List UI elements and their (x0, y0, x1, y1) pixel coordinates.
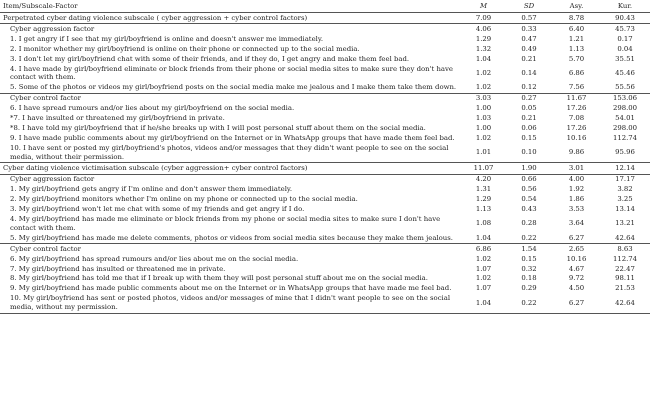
kurtosis-value: 55.56 (601, 83, 650, 93)
item-label: 3. I don't let my girl/boyfriend chat with some of their friends, and if they do, I get angry and make them feel bad. (10, 54, 410, 63)
item-label: 4. I have made by girl/boyfriend eliminate or block friends from their phone or social media sites to make sure they don't have contact with them. (10, 64, 453, 82)
sd-value: 0.33 (506, 24, 553, 35)
sd-value: 0.05 (521, 104, 537, 113)
asymmetry-value: 10.16 (566, 133, 587, 142)
kurtosis-value: 8.63 (601, 244, 650, 255)
table-row (0, 195, 650, 205)
table-row (0, 274, 650, 284)
mean-value: 1.13 (475, 204, 492, 213)
mean-value: 1.29 (475, 34, 492, 43)
item-label: 5. My girl/boyfriend has made me delete comments, photos or videos from social media sites because they make them jealous. (0, 233, 462, 243)
kurtosis-value: 21.53 (615, 284, 635, 293)
factor-row (0, 93, 650, 104)
kurtosis-value: 3.82 (617, 185, 633, 194)
column-header-asymmetry: Asy. (553, 0, 601, 13)
mean-value: 1.02 (475, 254, 492, 263)
sd-value: 0.43 (521, 204, 537, 213)
asymmetry-value: 10.16 (566, 254, 587, 263)
mean-value: 1.00 (475, 124, 492, 133)
mean-value: 1.32 (475, 44, 492, 53)
asymmetry-value: 4.50 (568, 284, 585, 293)
table-row (0, 185, 650, 195)
sd-value: 0.21 (521, 54, 537, 63)
kurtosis-value: 54.01 (615, 114, 635, 123)
mean-value: 1.01 (462, 143, 506, 163)
asymmetry-value: 1.86 (568, 195, 585, 204)
subscale-row (0, 163, 650, 174)
table-row (0, 124, 650, 134)
kurtosis-value: 98.11 (615, 274, 635, 283)
item-label: 9. I have made public comments about my girl/boyfriend on the Internet or in WhatsApp groups that have made them feel bad. (10, 133, 455, 142)
mean-value: 1.29 (475, 195, 492, 204)
item-label: 7. My girl/boyfriend has insulted or threatened me in private. (10, 264, 226, 273)
mean-value: 6.86 (462, 244, 506, 255)
header-row (0, 0, 650, 13)
asymmetry-value: 7.08 (568, 114, 585, 123)
sd-value: 0.57 (506, 13, 553, 24)
sd-value: 0.22 (506, 233, 553, 243)
item-label: 1. I get angry if I see that my girl/boyfriend is online and doesn't answer me immediately. (10, 34, 324, 43)
kurtosis-value: 13.21 (615, 219, 635, 228)
table-row (0, 143, 650, 163)
asymmetry-value: 7.56 (553, 83, 601, 93)
item-label: 5. Some of the photos or videos my girl/boyfriend posts on the social media make me jealous and I make them take them down. (0, 83, 462, 93)
table-row (0, 284, 650, 294)
sd-value: 0.22 (506, 294, 553, 314)
item-label: *8. I have told my girl/boyfriend that if he/she breaks up with I will post personal stuff about them on the social media. (10, 124, 426, 133)
table-row (0, 214, 650, 233)
item-label: Cyber aggression factor (0, 174, 462, 185)
mean-value: 1.02 (475, 274, 492, 283)
asymmetry-value: 9.86 (553, 143, 601, 163)
kurtosis-value: 22.47 (615, 264, 635, 273)
sd-value: 0.15 (521, 254, 537, 263)
column-header-kurtosis: Kur. (601, 0, 650, 13)
item-label: *7. I have insulted or threatened my girl/boyfriend in private. (10, 114, 225, 123)
asymmetry-value: 4.67 (568, 264, 585, 273)
table-row (0, 264, 650, 274)
kurtosis-value: 95.96 (601, 143, 650, 163)
column-header-mean: M (462, 0, 506, 13)
item-label: 6. I have spread rumours and/or lies about my girl/boyfriend on the social media. (10, 104, 295, 113)
asymmetry-value: 6.27 (553, 294, 601, 314)
asymmetry-value: 17.26 (566, 104, 587, 113)
asymmetry-value: 9.72 (568, 274, 585, 283)
table-row (0, 54, 650, 64)
mean-value: 4.06 (462, 24, 506, 35)
asymmetry-value: 3.53 (568, 204, 585, 213)
factor-row (0, 24, 650, 35)
kurtosis-value: 153.06 (601, 93, 650, 104)
item-label: 4. My girl/boyfriend has made me eliminate or block friends from my phone or social media sites to make sure I don't have contact with them. (10, 215, 441, 232)
asymmetry-value: 1.13 (568, 44, 585, 53)
mean-value: 7.09 (462, 13, 506, 24)
kurtosis-value: 298.00 (612, 124, 638, 133)
item-label: Cyber dating violence victimisation subscale (cyber aggression+ cyber control factors) (0, 163, 462, 174)
asymmetry-value: 5.70 (568, 54, 585, 63)
kurtosis-value: 12.14 (601, 163, 650, 174)
mean-value: 1.07 (475, 284, 492, 293)
sd-value: 1.54 (506, 244, 553, 255)
asymmetry-value: 1.92 (568, 185, 585, 194)
mean-value: 1.04 (475, 54, 492, 63)
kurtosis-value: 13.14 (615, 204, 635, 213)
column-header-item: Item/Subscale-Factor (0, 0, 462, 13)
asymmetry-value: 1.21 (568, 34, 585, 43)
mean-value: 1.00 (475, 104, 492, 113)
asymmetry-value: 3.64 (568, 219, 585, 228)
item-label: Cyber aggression factor (0, 24, 462, 35)
item-label: 1. My girl/boyfriend gets angry if I'm online and don't answer them immediately. (10, 185, 293, 194)
sd-value: 0.32 (521, 264, 537, 273)
table-row (0, 83, 650, 93)
sd-value: 1.90 (506, 163, 553, 174)
sd-value: 0.54 (521, 195, 537, 204)
asymmetry-value: 11.67 (553, 93, 601, 104)
kurtosis-value: 35.51 (615, 54, 635, 63)
mean-value: 3.03 (462, 93, 506, 104)
factor-row (0, 244, 650, 255)
factor-row (0, 174, 650, 185)
asymmetry-value: 3.01 (553, 163, 601, 174)
table-row (0, 114, 650, 124)
kurtosis-value: 0.04 (617, 44, 633, 53)
item-label: 8. My girl/boyfriend has told me that if I break up with them they will post personal stuff about me on the social media. (10, 274, 428, 283)
kurtosis-value: 42.64 (601, 233, 650, 243)
mean-value: 1.02 (475, 133, 492, 142)
table-row (0, 254, 650, 264)
mean-value: 1.02 (475, 69, 492, 78)
asymmetry-value: 17.26 (566, 124, 587, 133)
sd-value: 0.49 (521, 44, 537, 53)
kurtosis-value: 298.00 (612, 104, 638, 113)
item-label: 10. My girl/boyfriend has sent or posted photos, videos and/or messages of mine that I didn't want people to see on the social media, without my permission. (0, 294, 462, 314)
table-row (0, 104, 650, 114)
kurtosis-value: 17.17 (601, 174, 650, 185)
mean-value: 1.04 (462, 233, 506, 243)
mean-value: 1.07 (475, 264, 492, 273)
mean-value: 4.20 (462, 174, 506, 185)
table-row (0, 294, 650, 314)
sd-value: 0.21 (521, 114, 537, 123)
kurtosis-value: 112.74 (612, 133, 638, 142)
sd-value: 0.27 (506, 93, 553, 104)
table-row (0, 204, 650, 214)
asymmetry-value: 6.86 (568, 69, 585, 78)
mean-value: 1.08 (475, 219, 492, 228)
asymmetry-value: 6.27 (553, 233, 601, 243)
sd-value: 0.14 (521, 69, 537, 78)
table-body (0, 13, 650, 314)
mean-value: 1.02 (462, 83, 506, 93)
sd-value: 0.29 (521, 284, 537, 293)
item-label: 6. My girl/boyfriend has spread rumours and/or lies about me on the social media. (10, 254, 299, 263)
item-label: 9. My girl/boyfriend has made public comments about me on the Internet or in WhatsApp groups that have made me feel bad. (10, 284, 452, 293)
item-label: 3. My girl/boyfriend won't let me chat with some of my friends and get angry if I do. (10, 204, 305, 213)
kurtosis-value: 0.17 (617, 34, 633, 43)
sd-value: 0.15 (521, 133, 537, 142)
sd-value: 0.18 (521, 274, 537, 283)
kurtosis-value: 42.64 (601, 294, 650, 314)
item-label: 2. I monitor whether my girl/boyfriend is online on their phone or connected up to the social media. (10, 44, 360, 53)
asymmetry-value: 8.78 (553, 13, 601, 24)
item-label: Cyber control factor (0, 93, 462, 104)
sd-value: 0.56 (521, 185, 537, 194)
mean-value: 1.31 (475, 185, 492, 194)
sd-value: 0.12 (506, 83, 553, 93)
asymmetry-value: 2.65 (553, 244, 601, 255)
kurtosis-value: 45.73 (601, 24, 650, 35)
table-row (0, 44, 650, 54)
kurtosis-value: 3.25 (617, 195, 633, 204)
mean-value: 11.07 (462, 163, 506, 174)
table-row (0, 133, 650, 143)
kurtosis-value: 112.74 (612, 254, 638, 263)
asymmetry-value: 6.40 (553, 24, 601, 35)
item-label: Perpetrated cyber dating violence subscale ( cyber aggression + cyber control factors) (0, 13, 462, 24)
sd-value: 0.47 (521, 34, 537, 43)
sd-value: 0.06 (521, 124, 537, 133)
subscale-row (0, 13, 650, 24)
kurtosis-value: 90.43 (601, 13, 650, 24)
table-row (0, 35, 650, 45)
item-label: Cyber control factor (0, 244, 462, 255)
item-label: 10. I have sent or posted my girl/boyfriend's photos, videos and/or messages that they didn't want people to see on the social media, without their permission. (0, 143, 462, 163)
asymmetry-value: 4.00 (553, 174, 601, 185)
table-row (0, 64, 650, 83)
kurtosis-value: 45.46 (615, 69, 635, 78)
sd-value: 0.66 (506, 174, 553, 185)
mean-value: 1.04 (462, 294, 506, 314)
sd-value: 0.10 (506, 143, 553, 163)
sd-value: 0.28 (521, 219, 537, 228)
mean-value: 1.03 (475, 114, 492, 123)
item-label: 2. My girl/boyfriend monitors whether I'm online on my phone or connected up to the social media. (10, 195, 358, 204)
column-header-sd: SD (506, 0, 553, 13)
table-row (0, 233, 650, 243)
